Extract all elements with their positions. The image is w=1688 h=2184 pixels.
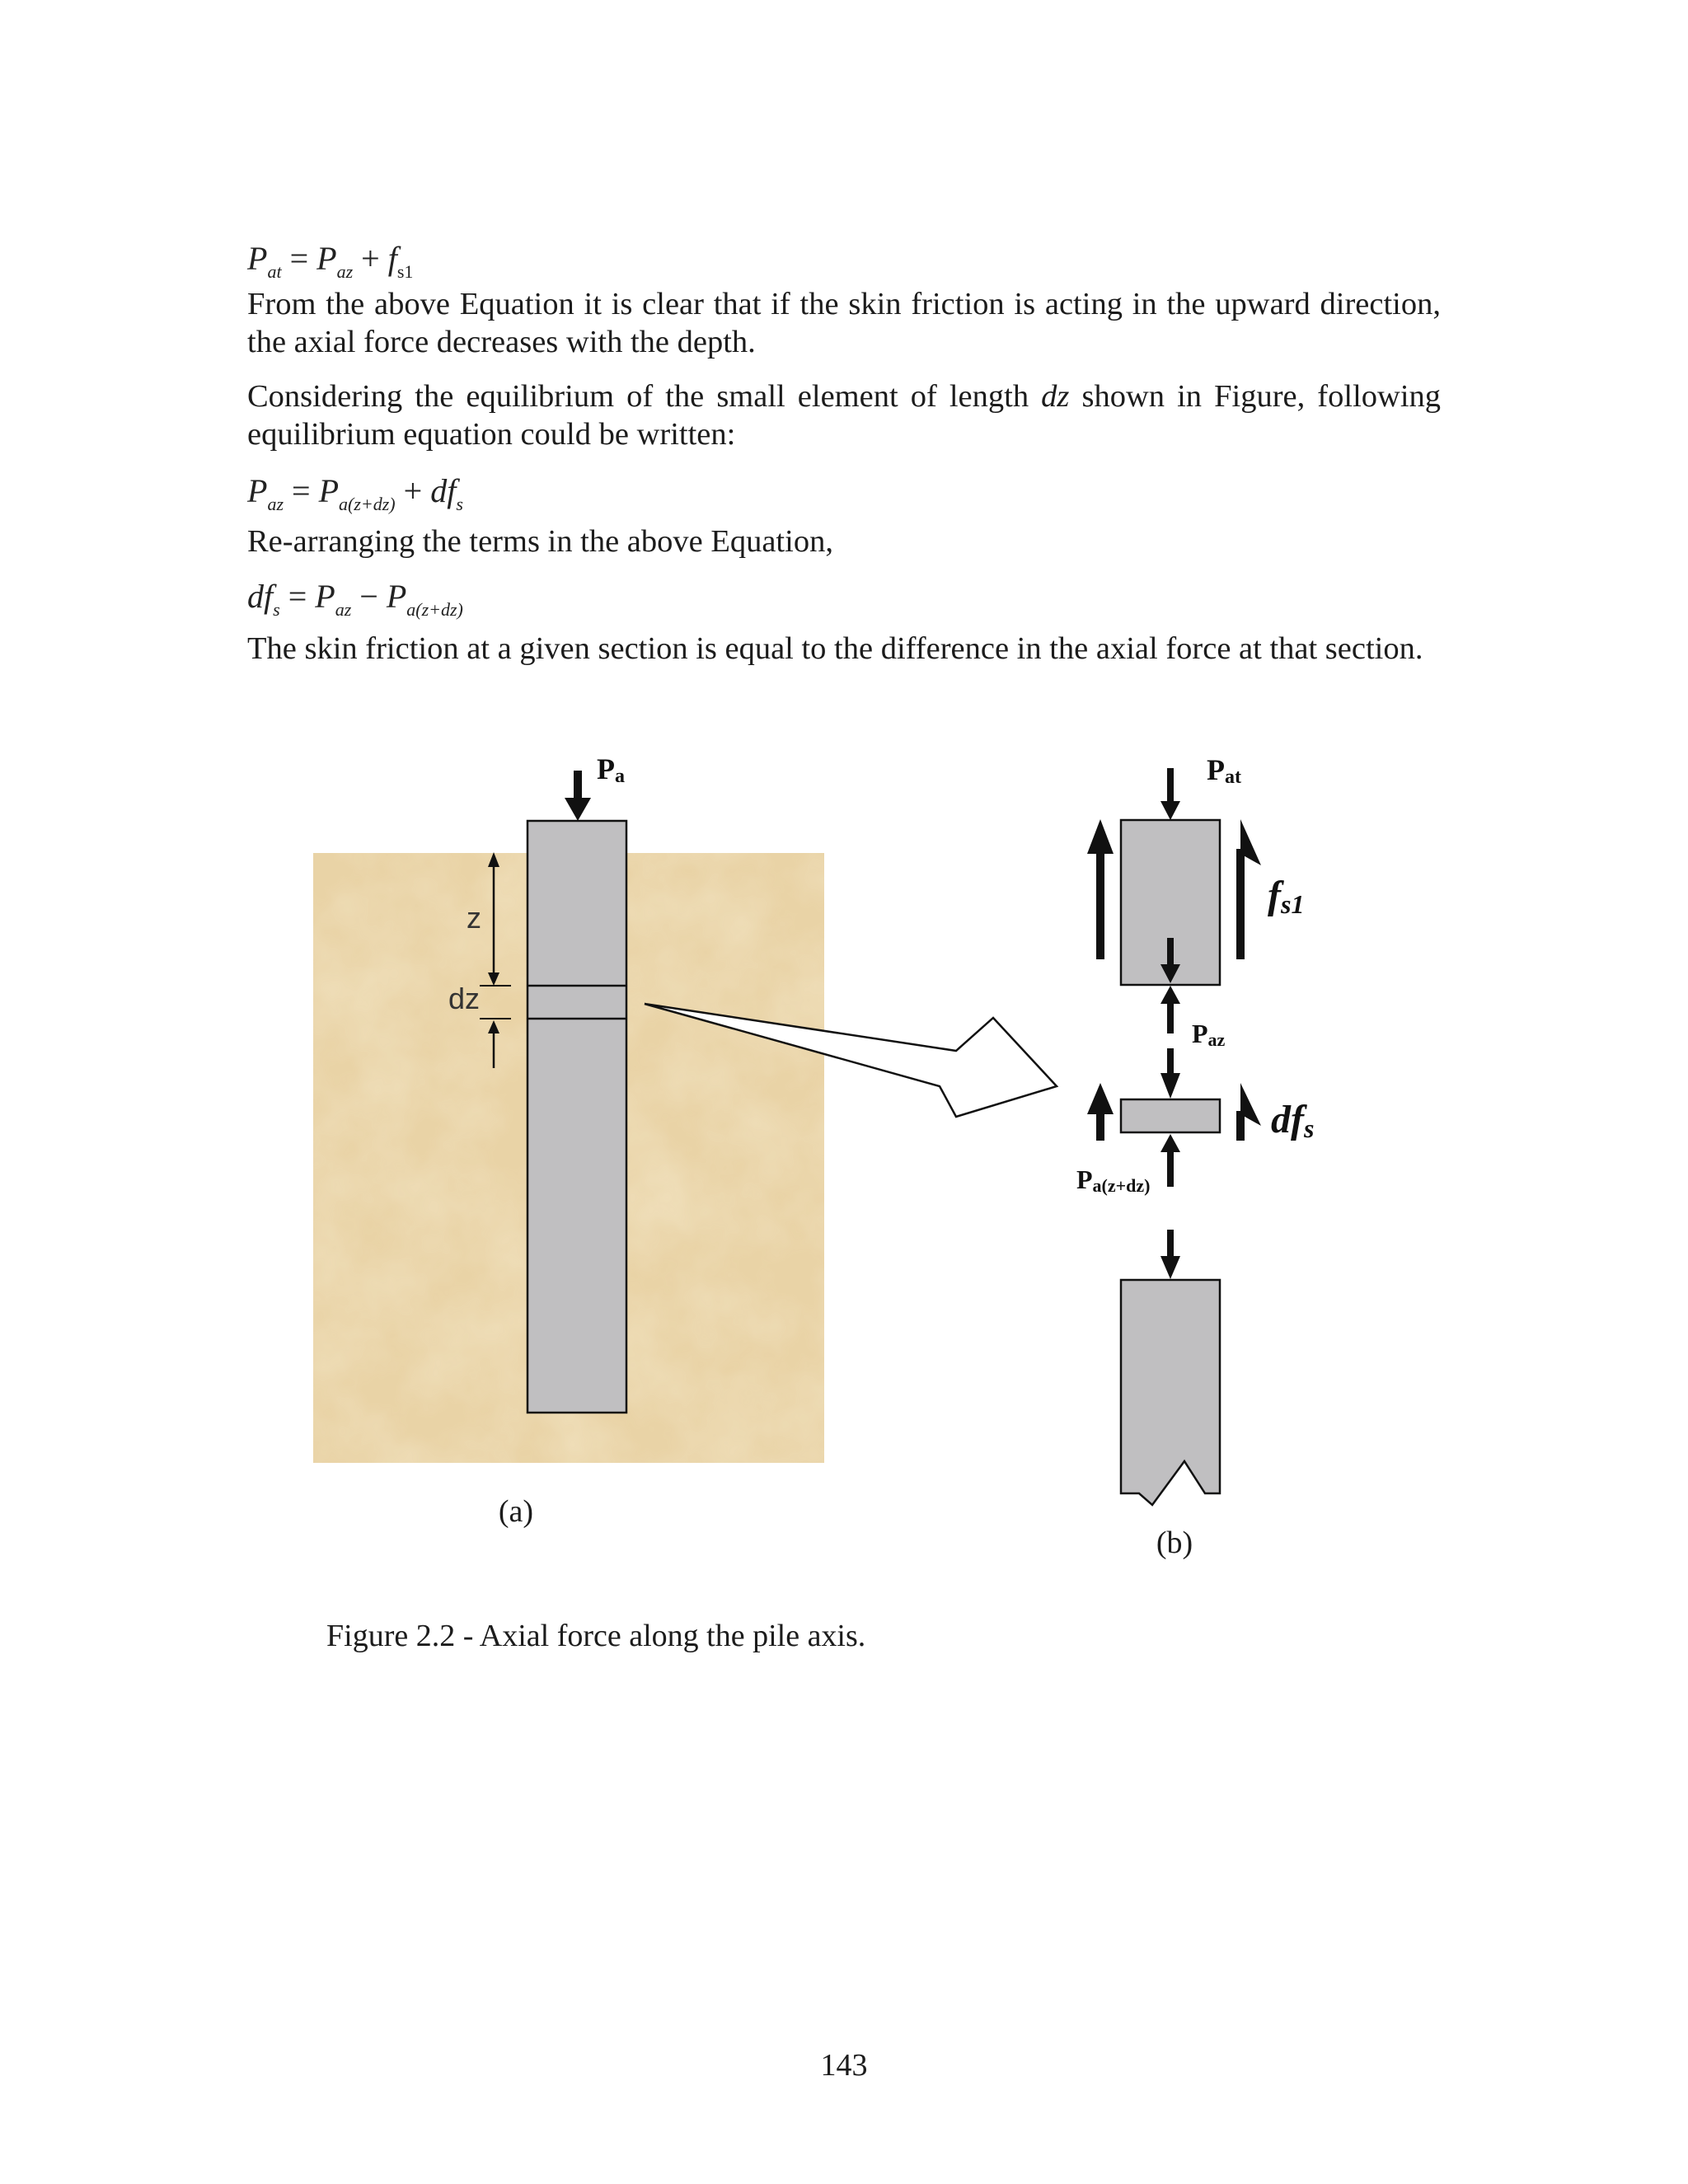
label-dfs: dfs — [1271, 1098, 1315, 1143]
panel-label-a: (a) — [498, 1494, 534, 1529]
label-fs1: fs1 — [1268, 874, 1305, 919]
figure-caption: Figure 2.2 - Axial force along the pile axis. — [326, 1619, 866, 1653]
arrow-paz — [1160, 986, 1180, 1033]
paragraph-equilibrium: Considering the equilibrium of the small element of length dz shown in Figure, following equilibrium equation could be written: — [247, 379, 1442, 452]
label-z: z — [467, 901, 481, 935]
equation-dfs: $df_s = P_{az} - P_{a(z+dz)}$ — [247, 578, 463, 620]
label-dz: dz — [448, 982, 481, 1015]
label-paz: Paz — [1192, 1019, 1226, 1050]
page-number: 143 — [820, 2048, 868, 2083]
label-pazdz: Pa(z+dz) — [1076, 1165, 1151, 1196]
equation-paz: $P_{az} = P_{a(z+dz)} + df_s$ — [247, 472, 463, 514]
panel-label-b: (b) — [1156, 1526, 1193, 1560]
paragraph-skin-friction-upward: From the above Equation it is clear that if the skin friction is acting in the upward direction, the axial force decreases with the depth. — [247, 287, 1441, 359]
label-pa: Pa — [597, 752, 625, 787]
label-pat: Pat — [1207, 753, 1241, 788]
free-body-top — [1087, 768, 1261, 985]
pile-a — [528, 821, 626, 1413]
equation-pat: $P_{at} = P_{az} + f_{s1}$ — [247, 240, 414, 282]
paragraph-skin-friction-difference: The skin friction at a given section is equal to the difference in the axial force at that section. — [247, 631, 1423, 666]
free-body-bottom — [1121, 1230, 1220, 1505]
paragraph-rearranging: Re-arranging the terms in the above Equation, — [247, 524, 833, 559]
free-body-element — [1087, 1048, 1261, 1187]
load-arrow-pa — [565, 771, 591, 821]
